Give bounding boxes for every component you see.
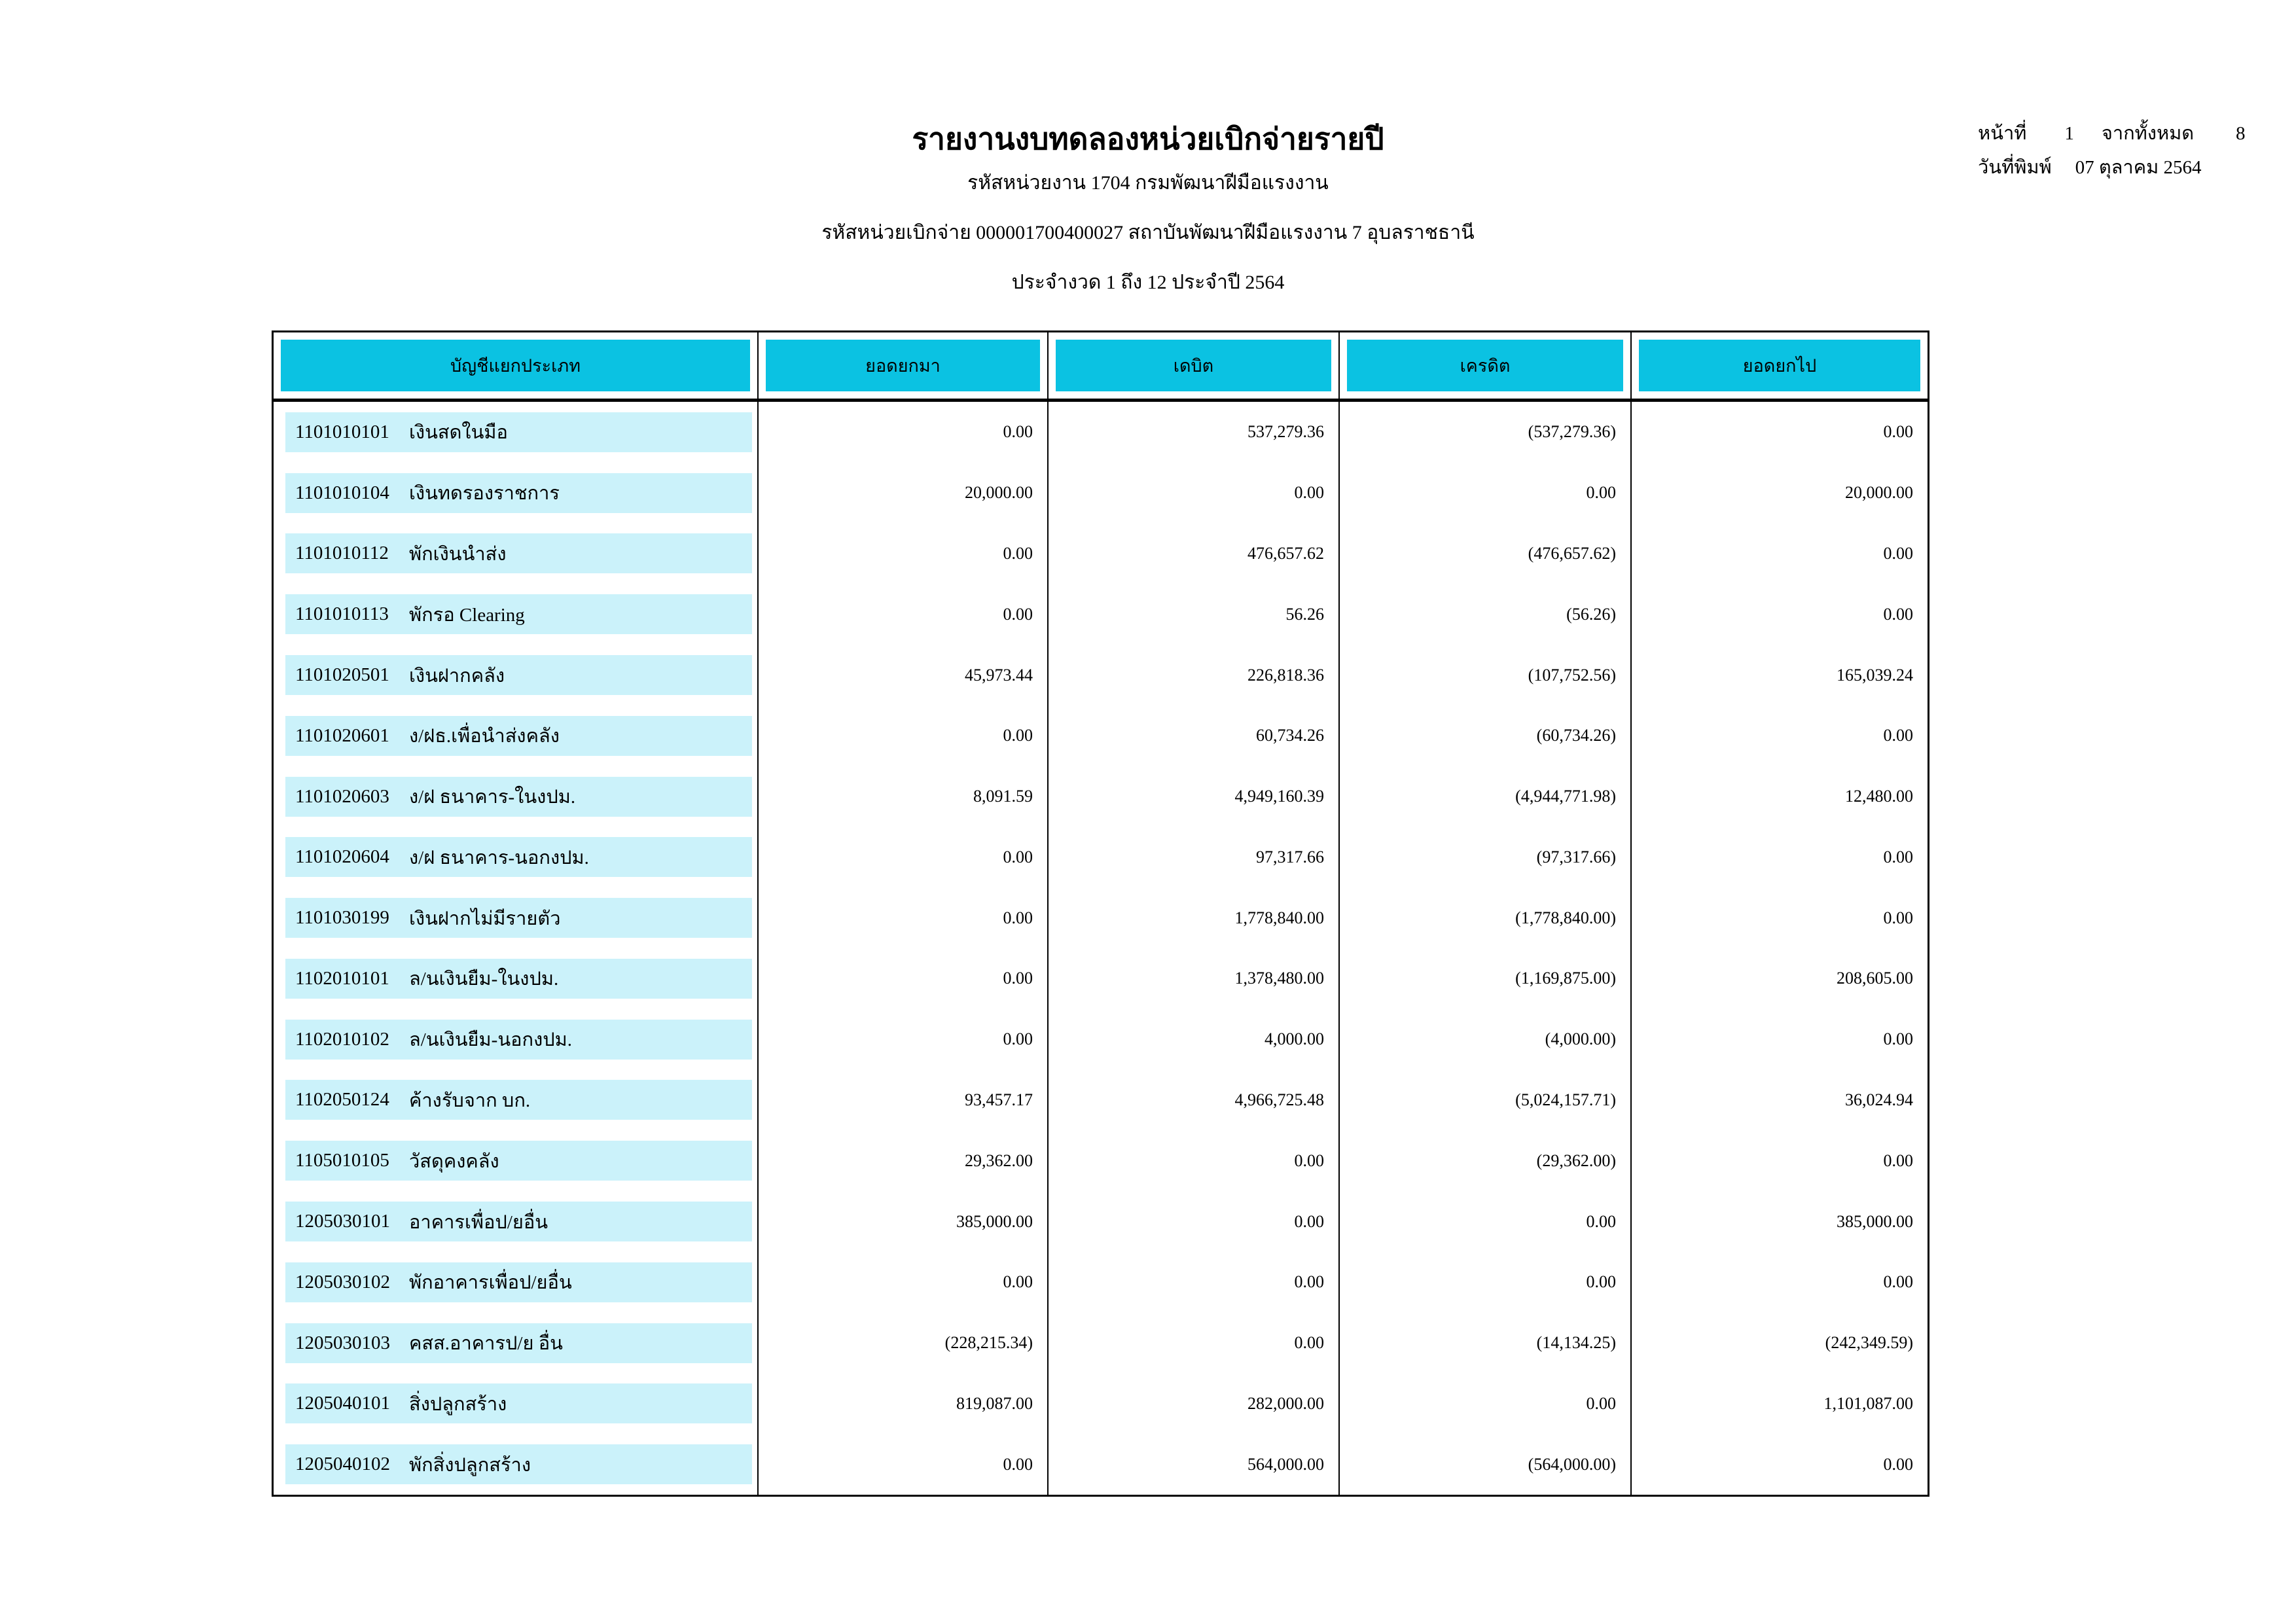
table-header-row [274, 332, 1928, 402]
agency-code-line: รหัสหน่วยงาน 1704 กรมพัฒนาฝีมือแรงงาน [967, 172, 1329, 194]
debit-value: 564,000.00 [1049, 1434, 1340, 1495]
table-row [274, 1070, 1928, 1131]
header-cell-debit [1049, 332, 1340, 399]
print-date-line [1978, 152, 2246, 186]
account-code: 1102050124 [295, 1089, 389, 1111]
account-code: 1205030102 [295, 1271, 390, 1293]
credit-value: 0.00 [1340, 463, 1632, 524]
report-title: รายงานงบทดลองหน่วยเบิกจ่ายรายปี [912, 122, 1384, 156]
table-row [274, 1374, 1928, 1435]
carry-forward-value: 93,457.17 [759, 1070, 1049, 1131]
credit-value: (14,134.25) [1340, 1313, 1632, 1374]
carry-forward-value: 0.00 [759, 948, 1049, 1009]
ending-balance-value: 385,000.00 [1837, 1211, 1913, 1231]
account-code: 1101020603 [295, 785, 389, 807]
ending-balance-value: 0.00 [1883, 1150, 1913, 1170]
column-header-credit: เครดิต [1347, 340, 1623, 391]
debit-value: 0.00 [1049, 463, 1340, 524]
debit-value: 4,000.00 [1049, 1009, 1340, 1070]
account-name: พักอาคารเพื่อป/ยอื่น [409, 1272, 572, 1294]
column-header-ending: ยอดยกไป [1639, 340, 1920, 391]
total-pages: 8 [2236, 123, 2246, 144]
account-name: สิ่งปลูกสร้าง [409, 1393, 507, 1415]
credit-value: (56.26) [1340, 584, 1632, 645]
header-cell-account [274, 332, 759, 399]
carry-forward-value: 819,087.00 [759, 1374, 1049, 1435]
page-number-line [1978, 118, 2246, 152]
account-name: อาคารเพื่อป/ยอื่น [409, 1211, 548, 1233]
credit-value: (1,169,875.00) [1340, 948, 1632, 1009]
carry-forward-value: 0.00 [759, 1252, 1049, 1313]
ending-balance-value: 208,605.00 [1837, 969, 1913, 988]
account-code: 1101010104 [295, 482, 389, 503]
disbursement-unit-line: รหัสหน่วยเบิกจ่าย 000001700400027 สถาบันพัฒนาฝีมือแรงงาน 7 อุบลราชธานี [821, 222, 1475, 243]
table-row [274, 463, 1928, 524]
account-highlight [285, 655, 752, 695]
credit-value: (29,362.00) [1340, 1130, 1632, 1191]
credit-value: 0.00 [1340, 1374, 1632, 1435]
ending-balance-value: 0.00 [1883, 726, 1913, 745]
total-pages-label: จากทั้งหมด [2101, 123, 2195, 144]
account-highlight [285, 1262, 752, 1302]
table-row [274, 766, 1928, 827]
table-row [274, 1313, 1928, 1374]
carry-forward-value: 0.00 [759, 402, 1049, 463]
ending-balance-value: 0.00 [1883, 1029, 1913, 1049]
carry-forward-value: 0.00 [759, 827, 1049, 887]
credit-value: (564,000.00) [1340, 1434, 1632, 1495]
account-name: ล/นเงินยืม-นอกงปม. [409, 1029, 573, 1051]
credit-value: (4,000.00) [1340, 1009, 1632, 1070]
credit-value: 0.00 [1340, 1252, 1632, 1313]
page-number: 1 [2064, 123, 2074, 144]
account-name: ง/ฝ ธนาคาร-นอกงปม. [409, 847, 589, 868]
credit-value: (107,752.56) [1340, 645, 1632, 705]
print-date-label: วันที่พิมพ์ [1978, 157, 2052, 178]
debit-value: 537,279.36 [1049, 402, 1340, 463]
account-code: 1102010102 [295, 1028, 389, 1050]
carry-forward-value: 0.00 [759, 584, 1049, 645]
column-header-account: บัญชีแยกประเภท [281, 340, 750, 391]
credit-value: (4,944,771.98) [1340, 766, 1632, 827]
account-highlight [285, 1080, 752, 1120]
header-cell-credit [1340, 332, 1632, 399]
account-name: ง/ฝ ธนาคาร-ในงปม. [409, 787, 576, 808]
ending-balance-value: 0.00 [1883, 1272, 1913, 1292]
account-highlight [285, 898, 752, 938]
account-name: คสส.อาคารป/ย อื่น [409, 1333, 563, 1355]
credit-value: (1,778,840.00) [1340, 887, 1632, 948]
account-code: 1101010112 [295, 543, 389, 564]
account-code: 1101010101 [295, 421, 389, 442]
debit-value: 56.26 [1049, 584, 1340, 645]
debit-value: 4,949,160.39 [1049, 766, 1340, 827]
table-row [274, 887, 1928, 948]
carry-forward-value: 385,000.00 [759, 1191, 1049, 1252]
debit-value: 282,000.00 [1049, 1374, 1340, 1435]
table-row [274, 1009, 1928, 1070]
account-code: 1105010105 [295, 1150, 389, 1171]
ending-balance-value: 0.00 [1883, 847, 1913, 866]
account-name: พักสิ่งปลูกสร้าง [409, 1454, 531, 1476]
table-row [274, 948, 1928, 1009]
account-code: 1101020601 [295, 724, 389, 746]
account-name: พักรอ Clearing [409, 604, 525, 626]
account-code: 1101010113 [295, 603, 389, 625]
ending-balance-value: 165,039.24 [1837, 665, 1913, 685]
ending-balance-value: 1,101,087.00 [1823, 1393, 1913, 1413]
account-highlight [285, 1141, 752, 1181]
carry-forward-value: 0.00 [759, 1009, 1049, 1070]
carry-forward-value: 20,000.00 [759, 463, 1049, 524]
account-highlight [285, 412, 752, 452]
credit-value: (537,279.36) [1340, 402, 1632, 463]
account-code: 1205040101 [295, 1393, 390, 1414]
account-highlight [285, 777, 752, 817]
ending-balance-value: 0.00 [1883, 422, 1913, 442]
print-date: 07 ตุลาคม 2564 [2075, 157, 2202, 178]
account-name: พักเงินนำส่ง [409, 543, 507, 565]
table-row [274, 827, 1928, 887]
carry-forward-value: 45,973.44 [759, 645, 1049, 705]
ending-balance-value: 0.00 [1883, 604, 1913, 624]
account-name: ง/ฝธ.เพื่อนำส่งคลัง [409, 726, 560, 747]
account-name: เงินฝากคลัง [409, 665, 505, 687]
debit-value: 97,317.66 [1049, 827, 1340, 887]
debit-value: 476,657.62 [1049, 524, 1340, 584]
column-header-debit: เดบิต [1056, 340, 1331, 391]
page-label: หน้าที่ [1978, 123, 2027, 144]
carry-forward-value: 0.00 [759, 524, 1049, 584]
debit-value: 0.00 [1049, 1252, 1340, 1313]
ending-balance-value: 0.00 [1883, 543, 1913, 563]
page-info [1978, 118, 2246, 186]
account-name: ค้างรับจาก บก. [409, 1090, 531, 1111]
debit-value: 0.00 [1049, 1313, 1340, 1374]
carry-forward-value: (228,215.34) [759, 1313, 1049, 1374]
credit-value: (476,657.62) [1340, 524, 1632, 584]
account-code: 1101020604 [295, 846, 389, 868]
account-highlight [285, 1323, 752, 1363]
debit-value: 60,734.26 [1049, 705, 1340, 766]
account-code: 1205030101 [295, 1211, 390, 1232]
account-highlight [285, 959, 752, 999]
account-highlight [285, 1444, 752, 1484]
table-row [274, 705, 1928, 766]
carry-forward-value: 0.00 [759, 887, 1049, 948]
account-highlight [285, 594, 752, 634]
account-highlight [285, 473, 752, 513]
carry-forward-value: 0.00 [759, 1434, 1049, 1495]
account-name: เงินฝากไม่มีรายตัว [409, 908, 561, 929]
account-name: วัสดุคงคลัง [409, 1150, 499, 1172]
account-highlight [285, 837, 752, 877]
table-row [274, 1191, 1928, 1252]
account-code: 1101030199 [295, 907, 389, 929]
account-code: 1205040102 [295, 1454, 390, 1475]
debit-value: 0.00 [1049, 1191, 1340, 1252]
account-code: 1101020501 [295, 664, 389, 686]
ending-balance-value: (242,349.59) [1825, 1333, 1913, 1353]
header-cell-ending [1632, 332, 1928, 399]
credit-value: (5,024,157.71) [1340, 1070, 1632, 1131]
ending-balance-value: 20,000.00 [1845, 483, 1913, 503]
column-header-carry-forward: ยอดยกมา [766, 340, 1040, 391]
period-line: ประจำงวด 1 ถึง 12 ประจำปี 2564 [1011, 272, 1285, 293]
account-code: 1205030103 [295, 1332, 390, 1353]
account-name: เงินสดในมือ [409, 422, 508, 444]
table-row [274, 584, 1928, 645]
table-row [274, 1252, 1928, 1313]
credit-value: (97,317.66) [1340, 827, 1632, 887]
table-row [274, 1130, 1928, 1191]
debit-value: 0.00 [1049, 1130, 1340, 1191]
table-row [274, 1434, 1928, 1495]
table-row [274, 524, 1928, 584]
carry-forward-value: 29,362.00 [759, 1130, 1049, 1191]
account-name: ล/นเงินยืม-ในงปม. [409, 969, 559, 990]
debit-value: 226,818.36 [1049, 645, 1340, 705]
debit-value: 1,778,840.00 [1049, 887, 1340, 948]
account-name: เงินทดรองราชการ [409, 483, 560, 505]
debit-value: 4,966,725.48 [1049, 1070, 1340, 1131]
header-cell-carry-forward [759, 332, 1049, 399]
account-highlight [285, 533, 752, 573]
table-row [274, 645, 1928, 705]
debit-value: 1,378,480.00 [1049, 948, 1340, 1009]
ending-balance-value: 12,480.00 [1845, 787, 1913, 806]
ending-balance-value: 0.00 [1883, 908, 1913, 927]
trial-balance-table [272, 330, 1929, 1497]
account-highlight [285, 716, 752, 756]
ending-balance-value: 0.00 [1883, 1454, 1913, 1474]
account-highlight [285, 1020, 752, 1060]
credit-value: 0.00 [1340, 1191, 1632, 1252]
table-row [274, 402, 1928, 463]
account-code: 1102010101 [295, 967, 389, 989]
carry-forward-value: 8,091.59 [759, 766, 1049, 827]
carry-forward-value: 0.00 [759, 705, 1049, 766]
credit-value: (60,734.26) [1340, 705, 1632, 766]
account-highlight [285, 1383, 752, 1423]
account-highlight [285, 1202, 752, 1241]
ending-balance-value: 36,024.94 [1845, 1090, 1913, 1109]
table-body [274, 402, 1928, 1495]
